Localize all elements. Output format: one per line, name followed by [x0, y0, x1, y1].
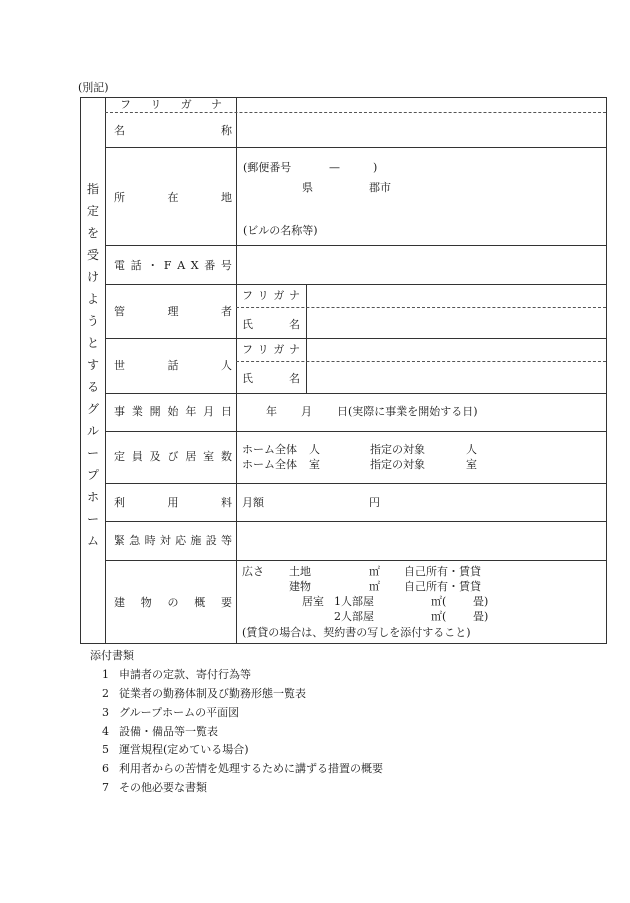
city-text: 郡市 — [369, 181, 391, 194]
building-overview-label: 建 物 の 概 要 — [114, 596, 232, 609]
name-label: 名 称 — [114, 124, 232, 137]
prefecture-text: 県 — [302, 181, 313, 194]
emergency-facility-label: 緊 急 時 対 応 施 設 等 — [114, 534, 232, 547]
document-note: (別記) — [78, 81, 109, 94]
attachments-title: 添付書類 — [90, 649, 134, 662]
fee-yen-unit: 円 — [369, 496, 380, 509]
side-label-designated-group-home: 指 定 を 受 け よ う と す る グ ル ー プ ホ ー ム — [86, 182, 99, 548]
manager-furigana-label: フ リ ガ ナ — [242, 289, 300, 302]
fee-label: 利 用 料 — [114, 496, 232, 509]
manager-label: 管 理 者 — [114, 305, 232, 318]
caretaker-name-label: 氏 名 — [242, 372, 300, 385]
start-date-label: 事 業 開 始 年 月 日 — [114, 405, 232, 418]
building-name-text: (ビルの名称等) — [243, 224, 318, 237]
manager-name-label: 氏 名 — [242, 318, 300, 331]
lease-note: (賃貸の場合は、契約書の写しを添付すること) — [242, 626, 471, 639]
phone-fax-label: 電 話 ・ F A X 番 号 — [114, 259, 232, 272]
caretaker-furigana-label: フ リ ガ ナ — [242, 343, 300, 356]
caretaker-label: 世 話 人 — [114, 359, 232, 372]
capacity-label: 定 員 及 び 居 室 数 — [114, 450, 232, 463]
furigana-label: フ リ ガ ナ — [120, 98, 222, 111]
fee-monthly-label: 月額 — [242, 496, 264, 509]
location-label: 所 在 地 — [114, 191, 232, 204]
